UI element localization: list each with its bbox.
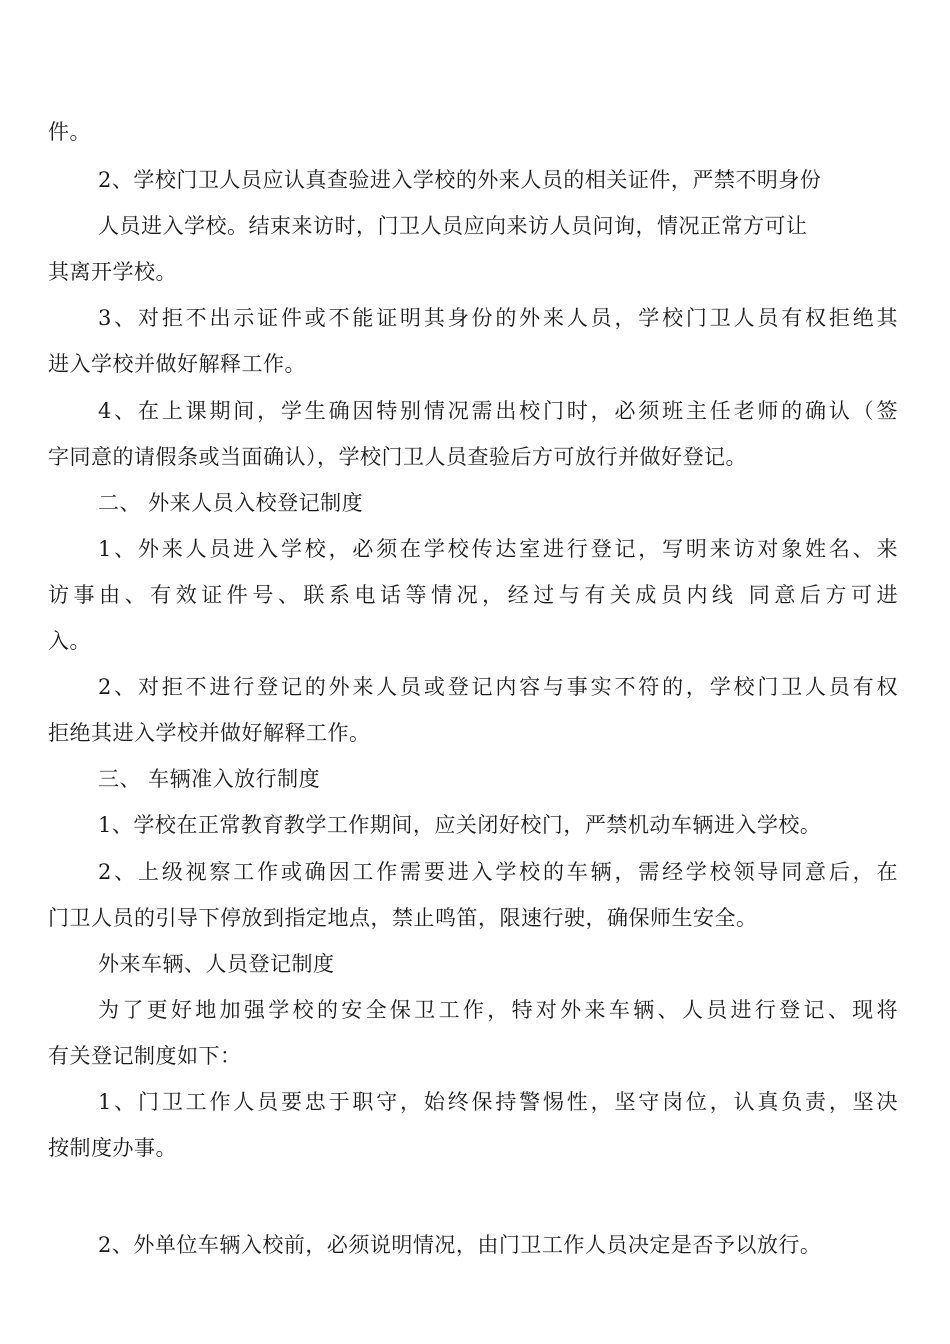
paragraph-rule-2: 2、外单位车辆入校前，必须说明情况，由门卫工作人员决定是否予以放行。: [98, 1233, 822, 1257]
text-line: 进入学校并做好解释工作。: [48, 352, 306, 376]
text-line: 字同意的请假条或当面确认），学校门卫人员查验后方可放行并做好登记。: [48, 445, 747, 469]
paragraph-3: 3、对拒不出示证件或不能证明其身份的外来人员，学校门卫人员有权拒绝其: [98, 306, 898, 330]
section-title-vehicle-registration: 外来车辆、人员登记制度: [98, 952, 335, 976]
text-line: 访事由、有效证件号、联系电话等情况，经过与有关成员内线 同意后方可进: [48, 583, 898, 607]
text-line: 拒绝其进入学校并做好解释工作。: [48, 721, 371, 745]
paragraph-section2-2: 2、对拒不进行登记的外来人员或登记内容与事实不符的，学校门卫人员有权: [98, 675, 898, 699]
paragraph-2: 2、学校门卫人员应认真查验进入学校的外来人员的相关证件，严禁不明身份: [98, 168, 822, 192]
text-line: 入。: [48, 629, 91, 653]
text-line: 门卫人员的引导下停放到指定地点，禁止鸣笛，限速行驶，确保师生安全。: [48, 906, 758, 930]
text-line: 有关登记制度如下：: [48, 1044, 242, 1068]
paragraph-4: 4、在上课期间，学生确因特别情况需出校门时，必须班主任老师的确认（签: [98, 399, 898, 423]
paragraph-rule-1: 1、门卫工作人员要忠于职守，始终保持警惕性，坚守岗位，认真负责，坚决: [98, 1090, 898, 1114]
text-line: 人员进入学校。结束来访时，门卫人员应向来访人员问询，情况正常方可让: [98, 214, 808, 238]
text-line: 按制度办事。: [48, 1136, 177, 1160]
paragraph-section2-1: 1、外来人员进入学校，必须在学校传达室进行登记，写明来访对象姓名、来: [98, 537, 898, 561]
paragraph-section3-2: 2、上级视察工作或确因工作需要进入学校的车辆，需经学校领导同意后，在: [98, 860, 898, 884]
paragraph-intro: 为了更好地加强学校的安全保卫工作，特对外来车辆、人员进行登记、现将: [98, 998, 898, 1022]
text-line: 其离开学校。: [48, 260, 177, 284]
paragraph-section3-1: 1、学校在正常教育教学工作期间，应关闭好校门，严禁机动车辆进入学校。: [98, 813, 822, 837]
section-heading-2: 二、 外来人员入校登记制度: [98, 491, 364, 515]
section-heading-3: 三、 车辆准入放行制度: [98, 767, 321, 791]
text-line: 件。: [48, 120, 91, 144]
